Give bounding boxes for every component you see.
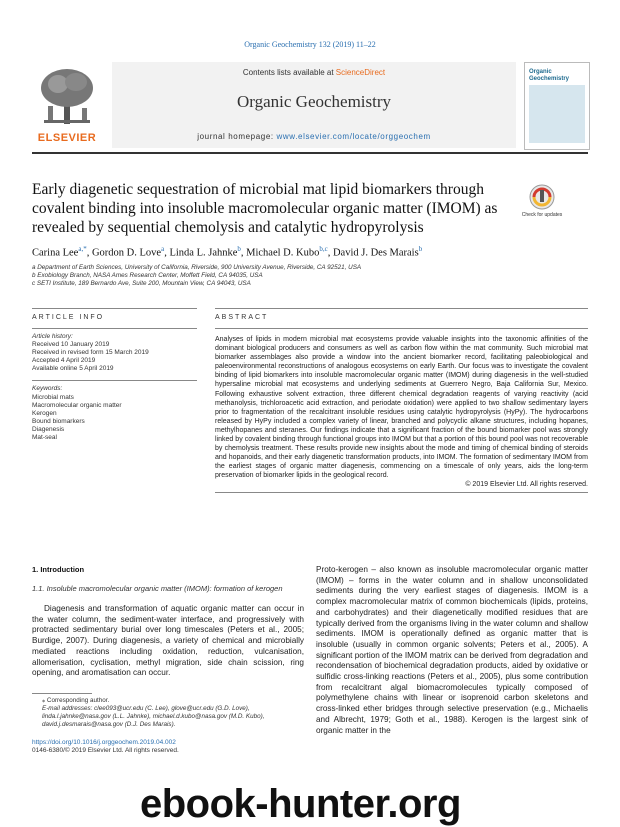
article-info-heading: ARTICLE INFO	[32, 314, 105, 321]
author-affiliation-marker[interactable]: b	[237, 245, 241, 253]
issn-copyright: 0146-6380/© 2019 Elsevier Ltd. All rights reserved.	[32, 747, 179, 755]
body-left-column	[32, 565, 304, 756]
header-divider	[32, 152, 588, 154]
keyword: Microbial mats	[32, 393, 74, 401]
history-received: Received 10 January 2019	[32, 341, 110, 349]
journal-homepage	[112, 132, 516, 141]
affiliations	[32, 264, 588, 288]
author-separator: ,	[327, 247, 333, 259]
footnote-rule	[32, 693, 92, 694]
keyword: Bound biomarkers	[32, 417, 85, 425]
homepage-link[interactable]: www.elsevier.com/locate/orggeochem	[276, 132, 431, 141]
publisher-name: ELSEVIER	[37, 132, 97, 144]
contents-line	[112, 68, 516, 77]
article-title: Early diagenetic sequestration of microbial mat lipid biomarkers through covalent binding into insoluble macromolecular organic matter (IMOM) as revealed by sequential chemolysis and catalytic hydropyrolysis	[32, 181, 498, 236]
keyword: Macromolecular organic matter	[32, 401, 122, 409]
author-list	[32, 245, 588, 259]
journal-reference-link[interactable]: Organic Geochemistry 132 (2019) 11–22	[244, 40, 376, 49]
info-heading-rule	[32, 328, 197, 329]
author-emails: E-mail addresses: clee093@ucr.edu (C. Lee), glove@ucr.edu (G.D. Love), linda.l.jahnke@nasa.gov (L.L. Jahnke), michael.d.kubo@nasa.gov (M.D. Kubo), david.j.desmarais@nasa.gov (D.J. Des Marais).	[42, 704, 265, 728]
keywords-rule	[32, 380, 197, 381]
journal-banner	[112, 62, 516, 148]
info-divider	[32, 308, 197, 309]
author-name[interactable]: Gordon D. Love	[91, 247, 162, 259]
author-affiliation-marker[interactable]: b,c	[319, 245, 328, 253]
sciencedirect-link[interactable]: ScienceDirect	[335, 68, 386, 77]
abstract-section	[215, 314, 588, 493]
author-affiliation-marker[interactable]: a,*	[78, 245, 87, 253]
author-name[interactable]: Carina Lee	[32, 247, 79, 259]
keywords-label: Keywords:	[32, 385, 63, 393]
abstract-text: Analyses of lipids in modern microbial mat ecosystems provide valuable insights into the taxonomic affinities of the dominant biological producers and consumers as well as carbon flow within the mat community. Such microbial mat biomarker assemblages also provide a window into the ancient biomarker record, facilitating paleobiological and paleoenvironmental reconstructions of analogous ecosystems on early Earth. Our focus was to investigate the covalent binding of lipid biomarkers into insoluble macromolecular organic matter (IMOM) during diagenesis in the well-studied hypersaline microbial mat ecosystems and underlying sediments at Guerrero Negro, Baja California Sur, Mexico. Following exhaustive solvent extraction, three different chemical degradation reagents of varying reactivity (acid methanolysis, trichloroacetic acid extraction, and periodate oxidation) were applied to two shallow sedimentary layers prior to fragmentation of the recalcitrant insoluble residues using catalytic hydropyrolysis (HyPy). The hydrocarbons released by HyPy included a complex variety of linear, branched and polycyclic alkane structures, including hopanes, methylhopanes and steranes. Our findings indicate that a significant fraction of the bound biomarker pool was strongly linked by covalent binding through functional groups into IMOM but that a portion of this bound pool was not recoverable by chemolysis treatment. These results provide new insights about the mode and timing of chemical binding of steroids and hopanoids, and their early diagenetic transformation products, into IMOM. The formation of sedimentary IMOM from the earliest stages of organic matter diagenesis, commencing on a timescale of only years, aids the long-term preservation of biomarker lipids in the geological record.	[215, 336, 588, 480]
body-paragraph: Diagenesis and transformation of aquatic organic matter can occur in the water column, the sediment-water interface, and progressively with protracted sedimentary burial over long timescales (Peters et al., 2005; Burdige, 2007). During diagenesis, a variety of chemical and microbially mediated reactions including oxidation, reduction, vulcanisation, allomerisation, cyclisation, methyl migration, side chain scission, ring opening, and aromatisation can occur.	[32, 604, 304, 678]
body-right-column	[316, 565, 588, 736]
author-separator: ,	[240, 247, 247, 259]
author-affiliation-marker[interactable]: a	[161, 245, 165, 253]
corresponding-author-note: ⁎ Corresponding author.	[42, 696, 110, 704]
journal-title: Organic Geochemistry	[236, 92, 392, 111]
contents-prefix: Contents lists available at	[242, 68, 336, 77]
keyword: Diagenesis	[32, 425, 65, 433]
homepage-prefix: journal homepage:	[197, 132, 277, 141]
keyword: Kerogen	[32, 409, 57, 417]
section-heading: 1. Introduction	[32, 565, 85, 574]
affiliation-c: c SETI Institute, 189 Bernardo Ave, Suite 200, Mountain View, CA 94043, USA	[32, 280, 251, 287]
tree-logo-icon	[36, 66, 98, 128]
watermark-text: ebook-hunter.org	[140, 782, 461, 826]
check-for-updates-icon[interactable]	[528, 184, 556, 214]
author-name[interactable]: Linda L. Jahnke	[169, 247, 238, 259]
journal-header	[32, 62, 588, 150]
history-online: Available online 5 April 2019	[32, 365, 114, 373]
affiliation-a: a Department of Earth Sciences, University of California, Riverside, 900 University Avenue, Riverside, CA 92521, USA	[32, 264, 362, 271]
author-affiliation-marker[interactable]: b	[418, 245, 423, 253]
abstract-copyright: © 2019 Elsevier Ltd. All rights reserved.	[465, 480, 588, 488]
history-revised: Received in revised form 15 March 2019	[32, 349, 149, 357]
author-name[interactable]: David J. Des Marais	[332, 247, 419, 259]
body-paragraph: Proto-kerogen – also known as insoluble macromolecular organic matter (IMOM) – forms in the water column and in shallow unconsolidated sediments during the very earliest stages of diagenesis. IMOM is a complex macromolecular matrix of common biochemicals (lipids, proteins, and carbohydrates) and their diagenetically modified residues that are typically derived from the organisms living in the water column and shallow sediments. IMOM is operationally defined as organic matter that is insoluble (usually in common organic solvents; Peters et al., 2005). A significant portion of the IMOM matrix can be derived from degradation and recondensation of biochemical degradation products, aided by oxidative or sulfidic cross-linking reactions (Peters et al., 2005), plus some contribution from recalcitrant algal biomacromolecules typically composed of polymethylene chains with linear or isoprenoid carbon skeletons and cross-linked ether bridges through selective preservation (e.g., Michaelis and Albrecht, 1979; Goth et al., 1988). Kerogen is the largest sink of organic matter in the	[316, 565, 588, 735]
journal-cover-thumbnail[interactable]	[524, 62, 590, 150]
affiliation-b: b Exobiology Branch, NASA Ames Research Center, Moffett Field, CA 94035, USA	[32, 272, 263, 279]
check-for-updates-label: Check for updates	[521, 212, 563, 218]
cover-title: Organic Geochemistry	[529, 69, 570, 82]
abstract-heading-rule	[215, 328, 588, 329]
abstract-heading: ABSTRACT	[215, 314, 269, 321]
abstract-bottom-rule	[215, 492, 588, 493]
cover-image	[529, 85, 585, 143]
doi-block	[32, 739, 304, 756]
subsection-heading: 1.1. Insoluble macromolecular organic matter (IMOM): formation of kerogen	[32, 584, 283, 593]
doi-link[interactable]: https://doi.org/10.1016/j.orggeochem.2019.04.002	[32, 738, 176, 746]
keyword: Mat-seal	[32, 434, 57, 442]
article-info	[32, 314, 197, 442]
elsevier-logo[interactable]	[32, 62, 102, 148]
author-separator: ,	[86, 247, 92, 259]
history-label: Article history:	[32, 333, 73, 340]
author-separator: ,	[164, 247, 170, 259]
history-accepted: Accepted 4 April 2019	[32, 357, 96, 365]
abstract-divider	[215, 308, 588, 309]
author-name[interactable]: Michael D. Kubo	[246, 247, 320, 259]
